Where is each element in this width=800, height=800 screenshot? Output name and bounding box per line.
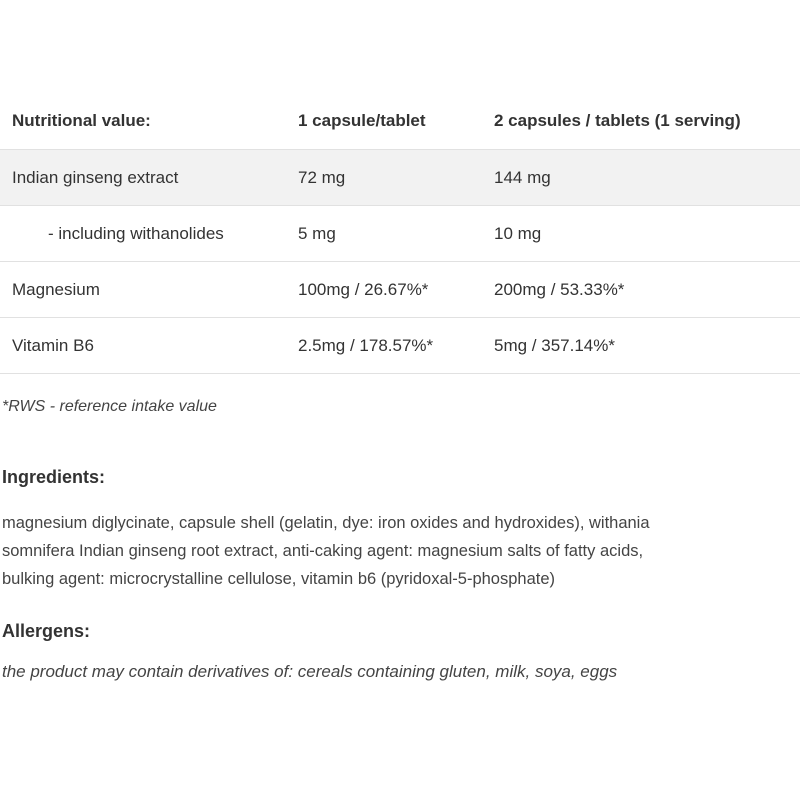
ingredients-heading: Ingredients: (2, 467, 106, 487)
table-row (0, 262, 800, 318)
allergens-text: the product may contain derivatives of: cereals containing gluten, milk, soya, eggs (2, 662, 618, 681)
per-serving-value: 144 mg (494, 150, 800, 206)
nutrient-name: - including withanolides (0, 206, 298, 262)
ingredients-text (2, 509, 798, 593)
nutrition-table (0, 93, 800, 374)
ingredients-line: somnifera Indian ginseng root extract, anti-caking agent: magnesium salts of fatty acids, (2, 542, 644, 560)
per-serving-value: 200mg / 53.33%* (494, 262, 800, 318)
nutrient-name: Indian ginseng extract (0, 150, 298, 206)
nutrient-name: Vitamin B6 (0, 318, 298, 374)
header-per-capsule: 1 capsule/tablet (298, 93, 494, 150)
header-nutritional-value: Nutritional value: (0, 93, 298, 150)
per-capsule-value: 100mg / 26.67%* (298, 262, 494, 318)
per-serving-value: 5mg / 357.14%* (494, 318, 800, 374)
ingredients-line: magnesium diglycinate, capsule shell (gelatin, dye: iron oxides and hydroxides), withania (2, 514, 650, 532)
table-row (0, 150, 800, 206)
rws-footnote: *RWS - reference intake value (2, 398, 217, 415)
allergens-heading: Allergens: (2, 621, 91, 641)
ingredients-line: bulking agent: microcrystalline cellulose, vitamin b6 (pyridoxal-5-phosphate) (2, 570, 556, 588)
header-per-serving: 2 capsules / tablets (1 serving) (494, 93, 800, 150)
per-capsule-value: 72 mg (298, 150, 494, 206)
table-row (0, 318, 800, 374)
per-serving-value: 10 mg (494, 206, 800, 262)
per-capsule-value: 2.5mg / 178.57%* (298, 318, 494, 374)
table-row (0, 206, 800, 262)
per-capsule-value: 5 mg (298, 206, 494, 262)
nutrient-name: Magnesium (0, 262, 298, 318)
table-header-row (0, 93, 800, 150)
